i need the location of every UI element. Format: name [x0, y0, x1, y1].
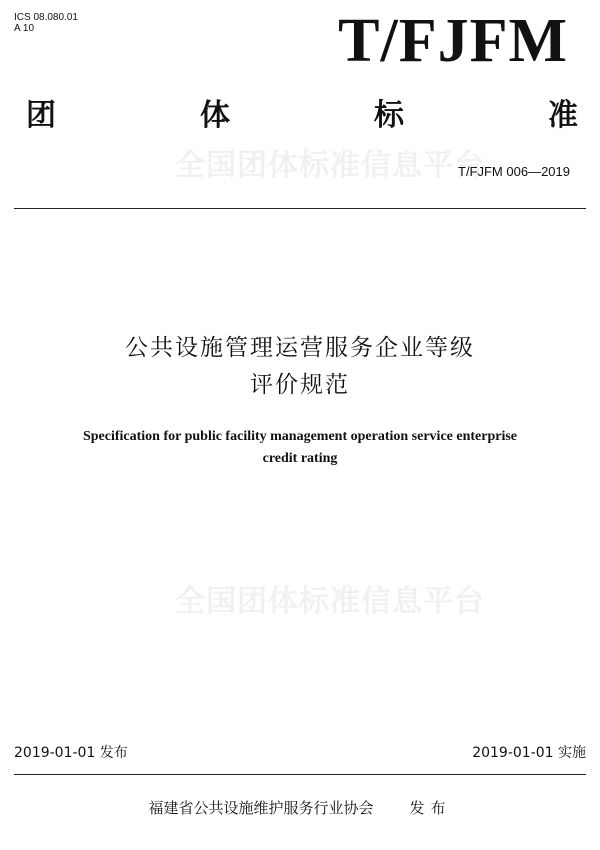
- publish-action: 发布: [409, 799, 452, 817]
- chinese-title: [0, 330, 600, 404]
- english-title: [0, 426, 600, 470]
- chinese-title-line-2: 评价规范: [250, 372, 350, 398]
- header-divider: [14, 208, 586, 209]
- standard-logo: T/FJFM: [338, 7, 568, 75]
- classification-codes: [14, 12, 78, 34]
- standard-type-heading: [26, 98, 578, 134]
- implementation-date: 2019-01-01 实施: [472, 745, 586, 761]
- standard-type-char-3: 标: [374, 98, 404, 133]
- english-title-line-1: Specification for public facility management operation service enterprise: [82, 429, 518, 444]
- footer-divider: [14, 774, 586, 775]
- watermark-top: 全国团体标准信息平台: [175, 148, 485, 183]
- watermark-bottom: 全国团体标准信息平台: [175, 584, 485, 619]
- standard-type-char-4: 准: [548, 98, 578, 133]
- chinese-title-line-1: 公共设施管理运营服务企业等级: [125, 335, 475, 361]
- standard-number: T/FJFM 006—2019: [458, 164, 570, 179]
- publisher-line: [0, 798, 600, 818]
- publisher-name: 福建省公共设施维护服务行业协会: [148, 799, 374, 817]
- ics-code: ICS 08.080.01: [14, 12, 78, 23]
- issue-date: 2019-01-01 发布: [14, 745, 128, 761]
- english-title-line-2: credit rating: [262, 451, 338, 466]
- ccs-code: A 10: [14, 23, 35, 34]
- standard-type-char-1: 团: [26, 98, 56, 133]
- standard-type-char-2: 体: [200, 98, 230, 133]
